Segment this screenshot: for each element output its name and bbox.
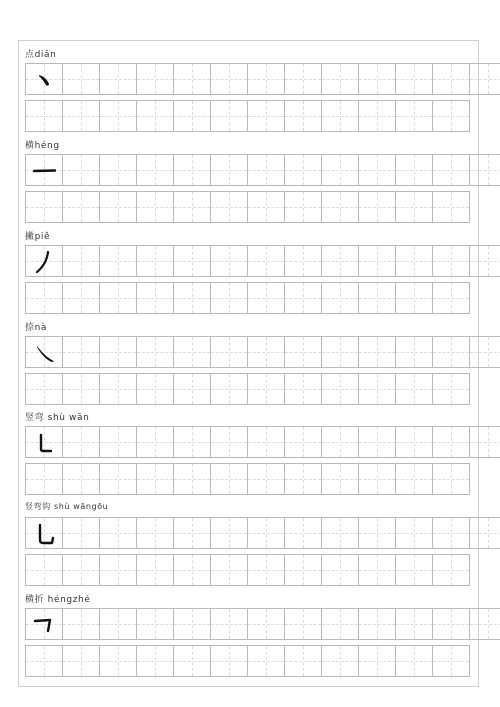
writing-cell [99,63,137,95]
stroke-label: 竖弯钩 shù wāngōu [25,502,109,511]
writing-cell [173,245,211,277]
writing-cell [173,100,211,132]
practice-row-blank [25,463,469,495]
writing-cell [358,463,396,495]
writing-cell [432,282,470,314]
writing-cell [358,245,396,277]
stroke-label: 撇piě [25,232,51,242]
writing-cell [25,282,63,314]
writing-cell [358,426,396,458]
writing-cell [247,63,285,95]
writing-cell [321,245,359,277]
writing-cell [210,336,248,368]
writing-cell [247,463,285,495]
writing-cell [99,608,137,640]
model-cell [25,426,63,458]
writing-cell [358,517,396,549]
writing-cell [321,191,359,223]
writing-cell [62,463,100,495]
writing-cell [136,608,174,640]
stroke-label: 竖弯 shù wān [25,413,90,423]
writing-cell [99,517,137,549]
writing-cell [284,63,322,95]
writing-cell [284,463,322,495]
writing-cell [432,554,470,586]
writing-cell [432,336,470,368]
writing-cell [284,245,322,277]
writing-cell [62,373,100,405]
writing-cell [284,373,322,405]
writing-cell [321,63,359,95]
writing-cell [358,554,396,586]
writing-cell [432,100,470,132]
writing-cell [210,608,248,640]
writing-cell [210,463,248,495]
writing-cell [321,645,359,677]
writing-cell [99,336,137,368]
writing-cell [469,608,500,640]
writing-cell [247,645,285,677]
writing-cell [136,191,174,223]
writing-cell [136,554,174,586]
writing-cell [173,373,211,405]
writing-cell [432,245,470,277]
writing-cell [395,191,433,223]
writing-cell [432,154,470,186]
writing-cell [136,245,174,277]
writing-cell [284,554,322,586]
writing-cell [247,426,285,458]
writing-cell [25,100,63,132]
writing-cell [395,608,433,640]
writing-cell [210,100,248,132]
writing-cell [136,100,174,132]
writing-cell [99,100,137,132]
writing-cell [358,373,396,405]
writing-cell [321,517,359,549]
writing-cell [469,517,500,549]
writing-cell [62,426,100,458]
writing-cell [62,100,100,132]
writing-cell [247,245,285,277]
writing-cell [136,426,174,458]
writing-cell [62,191,100,223]
writing-cell [99,373,137,405]
writing-cell [210,154,248,186]
writing-cell [321,336,359,368]
writing-cell [432,608,470,640]
writing-cell [136,63,174,95]
writing-cell [173,154,211,186]
writing-cell [321,154,359,186]
writing-cell [62,154,100,186]
writing-cell [247,282,285,314]
practice-row-blank [25,554,469,586]
practice-sheet [18,40,479,687]
writing-cell [432,463,470,495]
shuwan-stroke-icon [26,427,64,459]
writing-cell [136,282,174,314]
writing-cell [99,463,137,495]
writing-cell [284,191,322,223]
writing-cell [173,63,211,95]
writing-cell [210,517,248,549]
practice-row-blank [25,100,469,132]
writing-cell [247,191,285,223]
writing-cell [173,645,211,677]
writing-cell [395,517,433,549]
writing-cell [99,554,137,586]
writing-cell [210,554,248,586]
writing-cell [99,282,137,314]
writing-cell [395,373,433,405]
writing-cell [321,554,359,586]
writing-cell [395,554,433,586]
writing-cell [25,645,63,677]
writing-cell [395,154,433,186]
writing-cell [210,191,248,223]
model-cell [25,336,63,368]
writing-cell [173,554,211,586]
writing-cell [395,463,433,495]
hengzhe-stroke-icon [26,609,64,641]
stroke-label: 横折 héngzhé [25,595,91,605]
writing-cell [358,336,396,368]
writing-cell [99,426,137,458]
writing-cell [432,426,470,458]
na-stroke-icon [26,337,64,369]
writing-cell [173,463,211,495]
writing-cell [136,645,174,677]
writing-cell [136,373,174,405]
writing-cell [173,517,211,549]
writing-cell [247,517,285,549]
writing-cell [62,608,100,640]
writing-cell [99,645,137,677]
writing-cell [432,517,470,549]
writing-cell [62,282,100,314]
writing-cell [284,426,322,458]
writing-cell [173,608,211,640]
stroke-label: 捺nà [25,323,48,333]
writing-cell [469,426,500,458]
writing-cell [432,373,470,405]
writing-cell [395,245,433,277]
writing-cell [247,554,285,586]
writing-cell [247,154,285,186]
writing-cell [358,100,396,132]
writing-cell [173,336,211,368]
writing-cell [62,63,100,95]
writing-cell [210,373,248,405]
practice-row-model [25,517,500,549]
writing-cell [321,426,359,458]
model-cell [25,608,63,640]
writing-cell [99,245,137,277]
writing-cell [99,191,137,223]
writing-cell [25,373,63,405]
practice-row-model [25,426,500,458]
writing-cell [469,245,500,277]
writing-cell [432,191,470,223]
writing-cell [358,191,396,223]
writing-cell [136,154,174,186]
writing-cell [62,645,100,677]
writing-cell [432,63,470,95]
writing-cell [25,191,63,223]
writing-cell [136,463,174,495]
writing-cell [358,63,396,95]
dian-stroke-icon [26,64,64,96]
writing-cell [136,517,174,549]
writing-cell [284,154,322,186]
writing-cell [321,282,359,314]
writing-cell [247,100,285,132]
writing-cell [210,245,248,277]
writing-cell [358,154,396,186]
writing-cell [173,426,211,458]
writing-cell [284,608,322,640]
pie-stroke-icon [26,246,64,278]
writing-cell [395,282,433,314]
writing-cell [284,517,322,549]
practice-row-model [25,608,500,640]
writing-cell [210,63,248,95]
practice-row-blank [25,645,469,677]
writing-cell [247,373,285,405]
model-cell [25,245,63,277]
writing-cell [358,608,396,640]
writing-cell [358,645,396,677]
practice-row-model [25,63,500,95]
writing-cell [173,191,211,223]
writing-cell [99,154,137,186]
writing-cell [469,63,500,95]
writing-cell [210,282,248,314]
writing-cell [432,645,470,677]
practice-row-model [25,245,500,277]
writing-cell [321,100,359,132]
writing-cell [210,426,248,458]
practice-row-blank [25,282,469,314]
writing-cell [62,336,100,368]
writing-cell [25,554,63,586]
writing-cell [395,100,433,132]
writing-cell [358,282,396,314]
writing-cell [321,463,359,495]
model-cell [25,154,63,186]
writing-cell [136,336,174,368]
practice-row-model [25,154,500,186]
writing-cell [284,282,322,314]
practice-row-blank [25,373,469,405]
writing-cell [25,463,63,495]
writing-cell [284,336,322,368]
writing-cell [284,645,322,677]
writing-cell [62,517,100,549]
writing-cell [395,63,433,95]
writing-cell [210,645,248,677]
writing-cell [247,336,285,368]
stroke-label: 横héng [25,141,60,151]
writing-cell [62,245,100,277]
writing-cell [469,336,500,368]
heng-stroke-icon [26,155,64,187]
practice-row-blank [25,191,469,223]
writing-cell [247,608,285,640]
writing-cell [321,608,359,640]
writing-cell [395,426,433,458]
model-cell [25,517,63,549]
shuwangou-stroke-icon [26,518,64,550]
writing-cell [395,336,433,368]
writing-cell [395,645,433,677]
practice-row-model [25,336,500,368]
model-cell [25,63,63,95]
writing-cell [469,154,500,186]
writing-cell [284,100,322,132]
writing-cell [321,373,359,405]
writing-cell [62,554,100,586]
stroke-label: 点diǎn [25,50,57,60]
writing-cell [173,282,211,314]
